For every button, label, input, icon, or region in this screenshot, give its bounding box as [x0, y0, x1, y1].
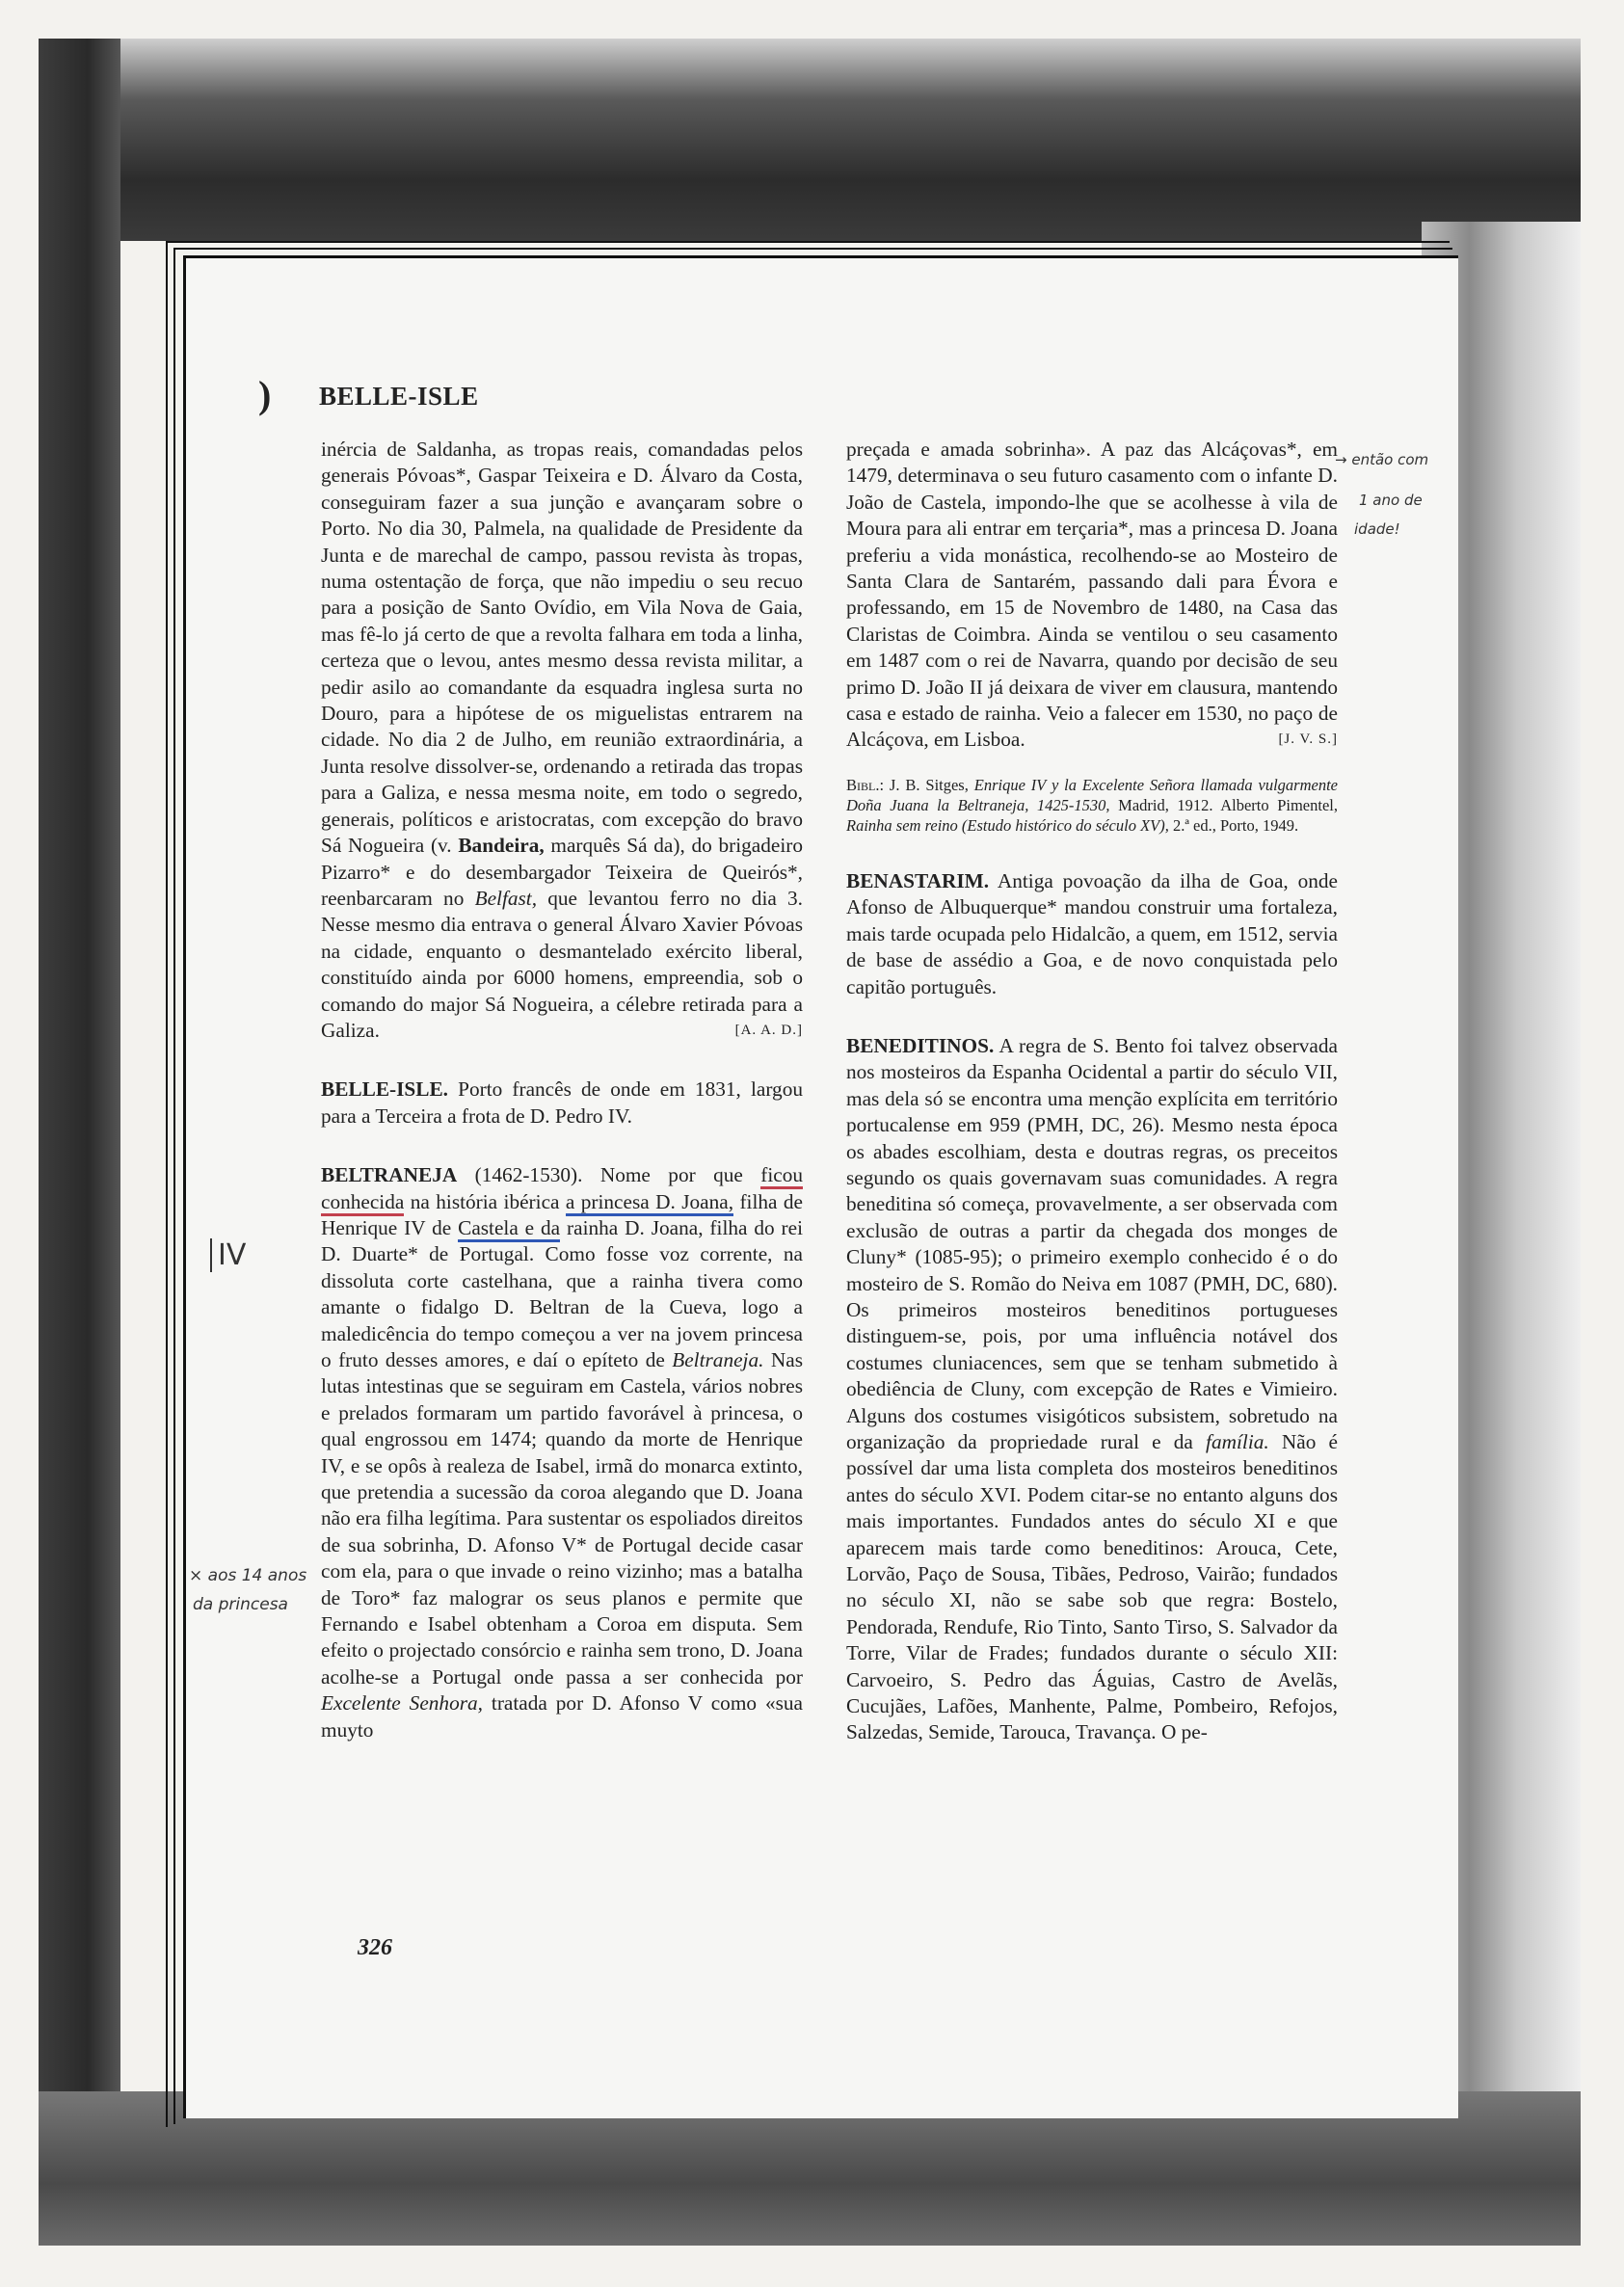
- margin-note-princesa-2: da princesa: [193, 1595, 288, 1614]
- margin-note-princesa-1: × aos 14 anos: [189, 1566, 307, 1585]
- encyclopedia-page: [183, 255, 1458, 2118]
- margin-note-right-2: 1 ano de: [1359, 492, 1423, 509]
- author-signature: [J. V. S.]: [1278, 731, 1338, 748]
- headword: BELTRANEJA: [321, 1163, 458, 1187]
- scan-shadow-top: [39, 39, 1581, 241]
- entry-benastarim: BENASTARIM. Antiga povoação da ilha de Goa, onde Afonso de Albuquerque* mandou construir uma fortaleza, mais tarde ocupada pelo Hidalcão, a quem, em 1512, servia de base de assédio a Goa, e de novo conquistada pelo capitão português.: [846, 868, 1338, 998]
- headword: BELLE-ISLE.: [321, 1077, 448, 1102]
- corner-mark: ): [258, 373, 272, 416]
- page-number: 326: [358, 1935, 392, 1960]
- margin-note-right-3: idade!: [1354, 520, 1400, 538]
- red-underline: ficou conhecida: [321, 1163, 803, 1215]
- entry-belle-isle: BELLE-ISLE. Porto francês de onde em 1831, largou para a Terceira a frota de D. Pedro IV.: [321, 1077, 803, 1128]
- blue-underline: a princesa D. Joana,: [566, 1190, 733, 1216]
- author-signature: [A. A. D.]: [734, 1022, 803, 1038]
- right-column: [846, 437, 1338, 1746]
- headword: BENEDITINOS.: [846, 1033, 995, 1057]
- blue-underline: Castela e da: [458, 1216, 560, 1242]
- scan-shadow-left: [39, 39, 120, 2246]
- entry-beltraneja: BELTRANEJA (1462-1530). Nome por que ficou conhecida na história ibérica a princesa D. Joana, filha de Henrique IV de Castela e da rainha D. Joana, filha do rei D. Duarte* de Portugal. Como fosse voz corrente, na dissoluta corte castelhana, que a rainha tivera como amante o fidalgo D. Beltran de la Cueva, logo a maledicência do tempo começou a ver na jovem princesa o fruto desses amores, e daí o epíteto de Beltraneja. Nas lutas intestinas que se seguiram em Castela, vários nobres e prelados formaram um partido favorável à princesa, o qual engrossou em 1474; quando da morte de Henrique IV, e se opôs à realeza de Isabel, irmã do monarca extinto, que pretendia a sucessão da coroa alegando que D. Joana não era filha legítima. Para sustentar os espoliados direitos de sua sobrinha, D. Afonso V* de Portugal decide casar com ela, para o que invade o reino vizinho; mas a batalha de Toro* faz malograr os seus planos e permite que Fernando e Isabel obtenham a Coroa em disputa. Sem efeito o projectado consórcio e rainha sem trono, D. Joana acolhe-se a Portugal onde passa a ser conhecida por Excelente Senhora, tratada por D. Afonso V como «sua muyto: [321, 1163, 804, 1742]
- beltraneja-continuation: preçada e amada sobrinha». A paz das Alcáçovas*, em 1479, determinava o seu futuro casamento com o infante D. João de Castela, impondo-lhe que se acolhesse à vila de Moura para ali entrar em terçaria*, mas a princesa D. Joana preferiu a vida monástica, recolhendo-se ao Mosteiro de Santa Clara de Santarém, passando dali para Évora e professando, em 15 de Novembro de 1480, na Casa das Claristas de Coimbra. Ainda se ventilou o seu casamento em 1487 com o rei de Navarra, quando por decisão de seu primo D. João II já deixara de viver em clausura, mantendo casa e estado de rainha. Veio a falecer em 1530, no paço de Alcáçova, em Lisboa. [J. V. S.]: [846, 437, 1338, 754]
- running-head: BELLE-ISLE: [319, 382, 479, 411]
- saldanha-continuation: inércia de Saldanha, as tropas reais, comandadas pelos generais Póvoas*, Gaspar Teixeira e D. Álvaro da Costa, conseguiram fazer a sua junção e avançaram sobre o Porto. No dia 30, Palmela, na qualidade de Presidente da Junta e de marechal de campo, passou revista às tropas, numa ostentação de força, que não impediu o seu recuo para a posição de Santo Ovídio, em Vila Nova de Gaia, mas fê-lo já certo de que a revolta falhara em toda a linha, certeza que o levou, antes mesmo dessa revista militar, a pedir asilo ao comandante da esquadra inglesa surta no Douro, para a hipótese de os miguelistas entrarem na cidade. No dia 2 de Julho, em reunião extraordinária, a Junta resolve dissolver-se, ordenando a retirada das tropas para a Galiza, e nessa mesma noite, em todo o segredo, generais, políticos e aristocratas, com excepção do bravo Sá Nogueira (v. Bandeira, marquês Sá da), do brigadeiro Pizarro* e do desembargador Teixeira de Queirós*, reenbarcaram no Belfast, que levantou ferro no dia 3. Nesse mesmo dia entrava o general Álvaro Xavier Póvoas na cidade, enquanto o desmantelado exército liberal, constituído ainda por 6000 homens, empreendia, sob o comando do major Sá Nogueira, a célebre retirada para a Galiza. [A. A. D.]: [321, 437, 803, 1044]
- entry-beneditinos: BENEDITINOS. A regra de S. Bento foi talvez observada nos mosteiros da Espanha Ocidental a partir do século VII, mas dela só se encontra uma menção explícita em território portucalense em 959 (PMH, DC, 26). Mesmo nesta época os abades escolhiam, desta e doutras regras, os preceitos segundo os quais governavam suas comunidades. A regra beneditina só começa, provavelmente, a ser observada com exclusão de outras a partir da chegada dos monges de Cluny* (1085-95); o primeiro exemplo conhecido é o do mosteiro de S. Romão do Neiva em 1087 (PMH, DC, 680). Os primeiros mosteiros beneditinos portugueses distinguem-se, pois, por uma influência notável dos costumes cluniacences, sem que se tenham submetido à obediência de Cluny, com excepção de Rates e Vimieiro. Alguns dos costumes visigóticos subsistem, sobretudo na organização da propriedade rural e da família. Não é possível dar uma lista completa dos mosteiros beneditinos antes do século XVI. Podem citar-se no entanto alguns dos mais importantes. Fundados antes do século XI e que aparecem mais tarde como beneditinos: Arouca, Cete, Lorvão, Paço de Sousa, Tibães, Pedroso, Vairão; fundados no século XI, não se sabe sob que regra: Bostelo, Pendorada, Rendufe, Rio Tinto, Santo Tirso, S. Salvador da Torre, Vilar de Frades; fundados durante o século XII: Carvoeiro, S. Pedro das Águias, Castro de Avelãs, Cucujães, Lafões, Manhente, Palme, Pombeiro, Refojos, Salzedas, Semide, Tarouca, Travança. O pe-: [846, 1033, 1338, 1744]
- left-column: [321, 437, 803, 1743]
- margin-note-right-1: → então com: [1335, 451, 1429, 468]
- margin-note-iv: IV: [210, 1238, 246, 1272]
- headword: BENASTARIM.: [846, 868, 990, 892]
- bibliography: Bibl.: J. B. Sitges, Enrique IV y la Excelente Señora llamada vulgarmente Doña Juana la Beltraneja, 1425-1530, Madrid, 1912. Alberto Pimentel, Rainha sem reino (Estudo histórico do século XV), 2.ª ed., Porto, 1949.: [846, 775, 1338, 835]
